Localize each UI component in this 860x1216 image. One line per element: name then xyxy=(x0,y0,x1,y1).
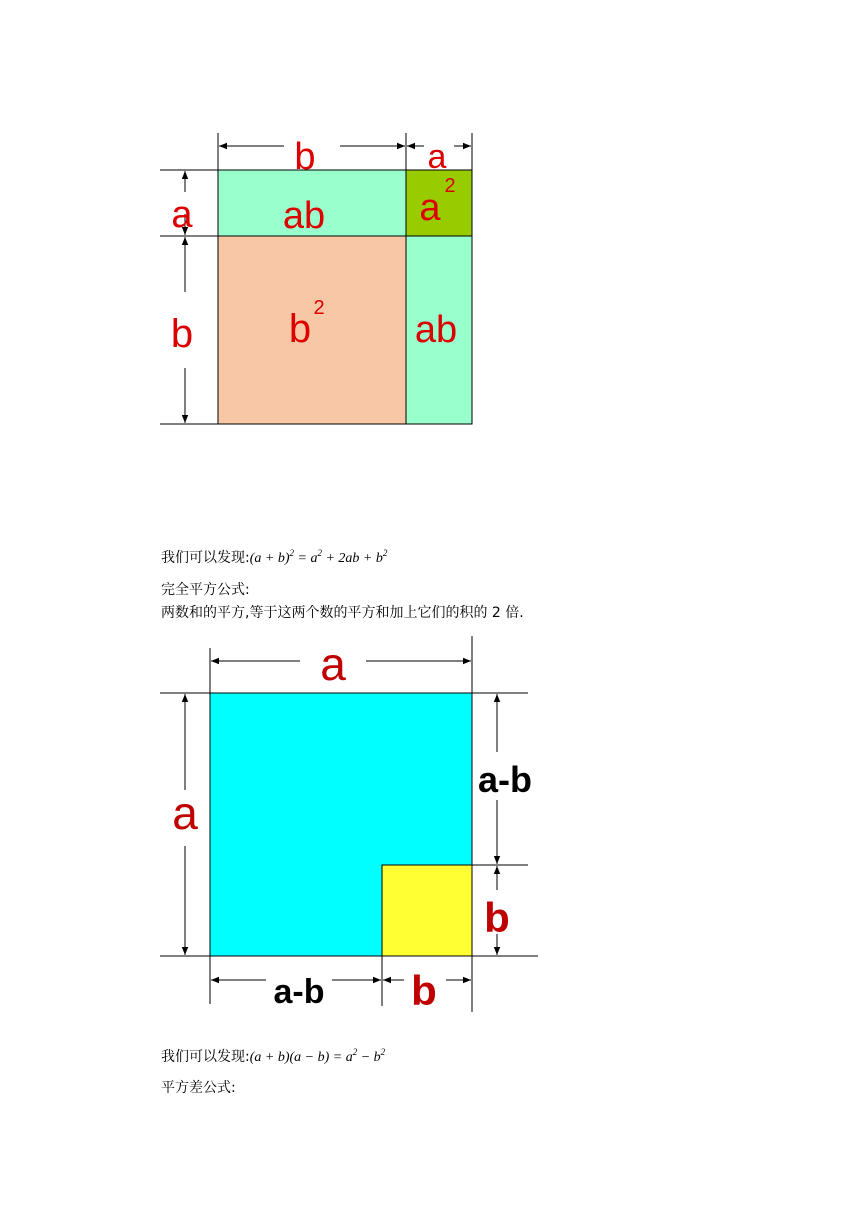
diagram2 xyxy=(160,636,538,1014)
label-left-b: b xyxy=(170,312,194,356)
label-b-squared-exp: 2 xyxy=(313,297,325,319)
label-top-a: a xyxy=(320,638,346,690)
formula-square-of-sum: $(a + b)^2 = a^2 + 2ab + b^2$ xyxy=(249,548,388,566)
label-left-a: a xyxy=(171,194,193,236)
label-b-squared-base: b xyxy=(288,307,312,351)
finding-line-square-of-sum xyxy=(161,544,387,568)
label-top-b: b xyxy=(294,136,316,178)
region-b-squared xyxy=(218,236,406,424)
label-region-ab-top: ab xyxy=(282,195,326,237)
label-right-b: b xyxy=(484,894,510,941)
label-right-amb: a-b xyxy=(478,759,532,800)
diagram1 xyxy=(160,133,472,424)
statement-perfect-square: 两数和的平方,等于这两个数的平方和加上它们的积的 2 倍. xyxy=(161,605,524,621)
label-bottom-amb: a-b xyxy=(273,973,325,1011)
label-bottom-b: b xyxy=(411,967,437,1014)
label-region-ab-right: ab xyxy=(414,309,458,351)
label-a-squared-exp: 2 xyxy=(444,175,456,197)
heading-perfect-square-formula: 完全平方公式: xyxy=(161,582,250,598)
label-left-a: a xyxy=(172,787,198,839)
formula-difference-of-squares: $(a + b)(a - b) = a^2 - b^2$ xyxy=(249,1047,386,1065)
label-a-squared-base: a xyxy=(419,187,441,229)
heading-difference-of-squares-formula: 平方差公式: xyxy=(161,1080,236,1096)
finding-prefix: 我们可以发现: xyxy=(161,550,250,566)
label-top-a: a xyxy=(427,138,447,176)
region-small-square xyxy=(382,865,472,956)
finding-prefix: 我们可以发现: xyxy=(161,1049,250,1065)
finding-line-difference-of-squares xyxy=(161,1043,385,1067)
